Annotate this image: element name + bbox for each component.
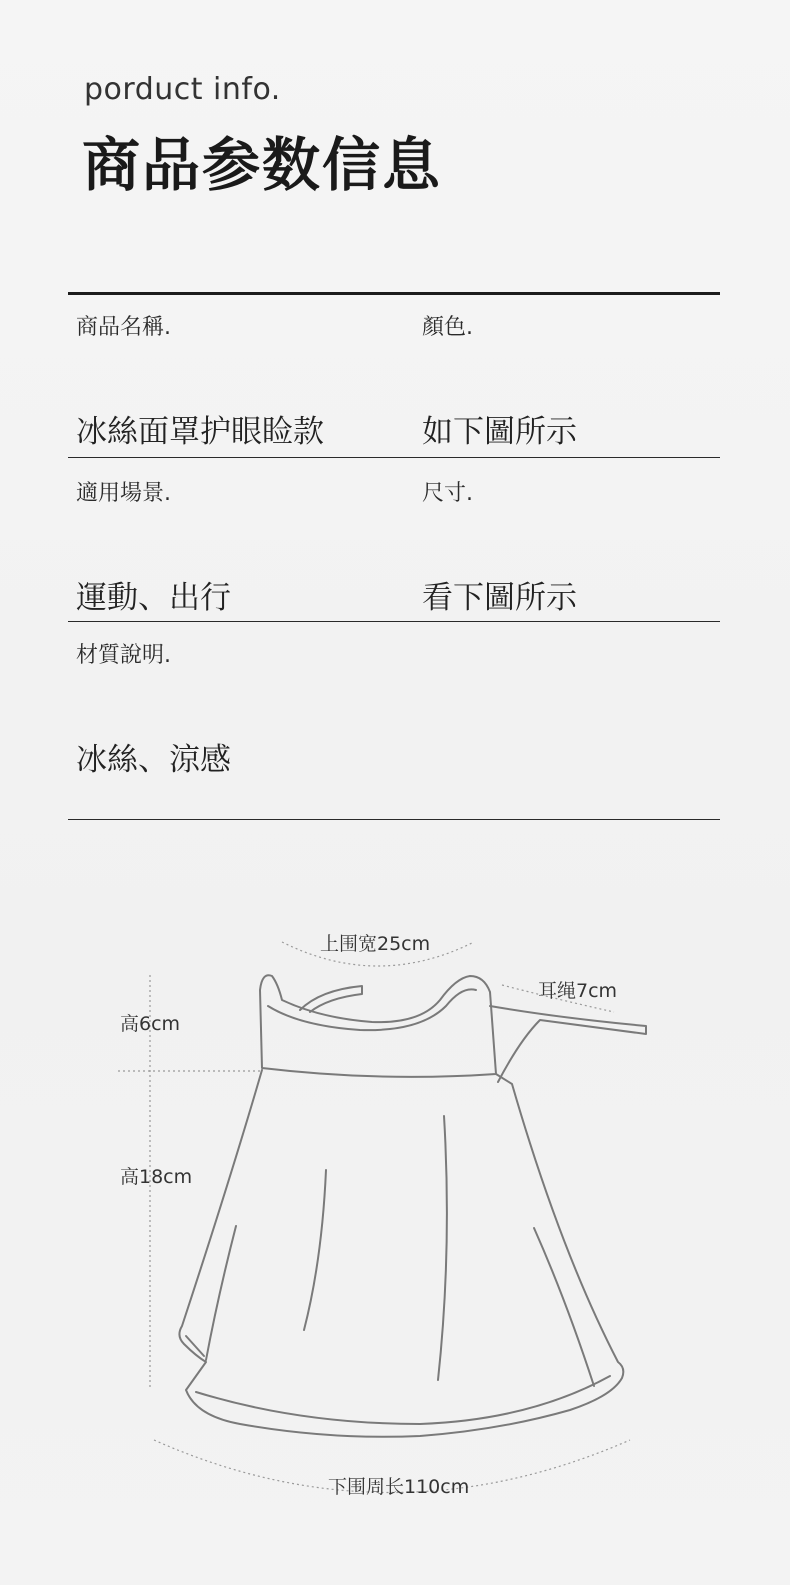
face-mask-outline-icon <box>179 975 646 1437</box>
table-row-divider <box>68 457 720 458</box>
color-label: 顏色. <box>422 315 473 340</box>
usage-scene-value: 運動、出行 <box>76 580 231 616</box>
table-row-divider <box>68 621 720 622</box>
section-eyebrow: porduct info. <box>84 72 281 107</box>
top-width-label: 上围宽25cm <box>320 933 431 955</box>
usage-scene-label: 適用場景. <box>76 481 171 506</box>
material-label: 材質說明. <box>76 643 171 668</box>
section-title: 商品参数信息 <box>82 131 443 199</box>
size-value: 看下圖所示 <box>422 580 577 616</box>
table-top-rule <box>68 292 720 295</box>
bottom-circumference-label: 下围周长110cm <box>328 1476 470 1498</box>
material-value: 冰絲、涼感 <box>76 742 231 778</box>
ear-loop-label: 耳绳7cm <box>538 980 618 1002</box>
color-value: 如下圖所示 <box>422 414 577 450</box>
lower-height-label: 高18cm <box>120 1166 193 1188</box>
product-name-value: 冰絲面罩护眼睑款 <box>76 414 324 450</box>
upper-height-label: 高6cm <box>120 1013 181 1035</box>
table-bottom-rule <box>68 819 720 820</box>
size-diagram <box>0 900 790 1540</box>
size-label: 尺寸. <box>422 481 473 506</box>
product-name-label: 商品名稱. <box>76 315 171 340</box>
